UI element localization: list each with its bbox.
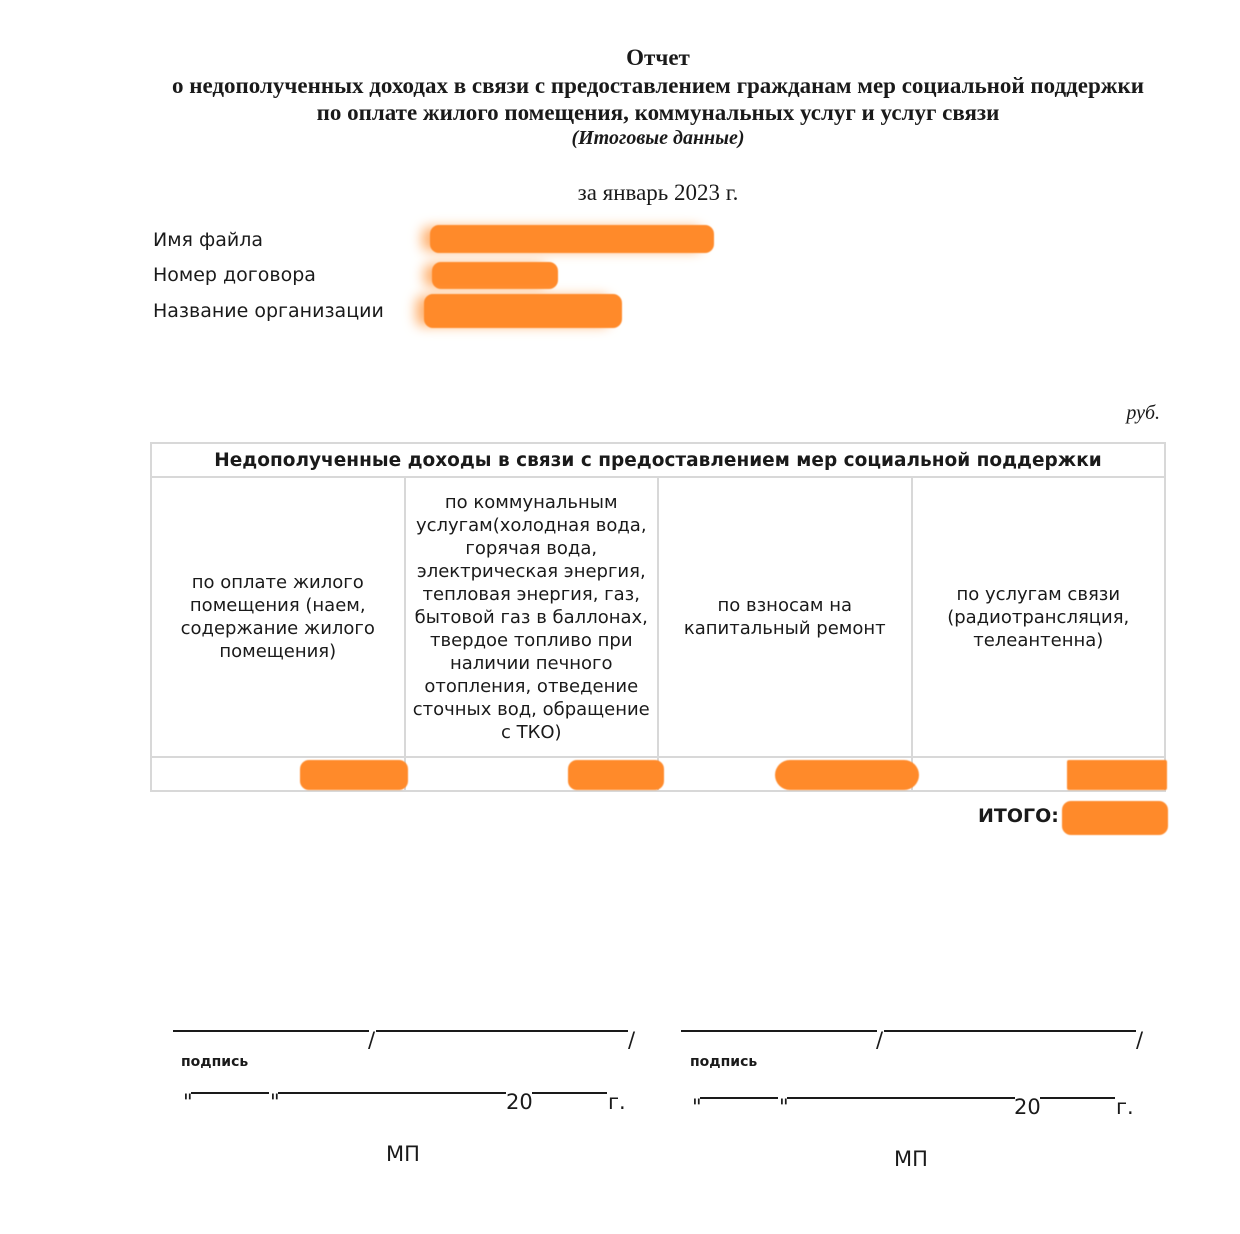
- day-line: [191, 1092, 269, 1094]
- day-line: [700, 1097, 778, 1099]
- report-table: [150, 442, 1166, 792]
- file-name-label: Имя файла: [153, 229, 264, 251]
- year-prefix: 20: [1014, 1095, 1041, 1119]
- value-capital-repair: [658, 757, 912, 791]
- value-utilities-redaction: [568, 760, 664, 790]
- report-title-line1: о недополученных доходах в связи с предоставлением гражданам мер социальной поддержки: [172, 73, 1144, 98]
- value-capital-repair-redaction: [775, 760, 919, 790]
- org-redaction: [424, 294, 622, 328]
- stamp-label: МП: [894, 1147, 928, 1171]
- signature-caption: подпись: [690, 1054, 758, 1070]
- column-capital-repair: по взносам на капитальный ремонт: [658, 477, 912, 757]
- value-communication-redaction: [1067, 760, 1167, 790]
- signature-caption: подпись: [181, 1054, 249, 1070]
- year-line: [1040, 1097, 1115, 1099]
- year-prefix: 20: [506, 1090, 533, 1114]
- signature-slash-end: /: [1136, 1028, 1144, 1052]
- quote-close: ": [270, 1090, 280, 1114]
- contract-redaction: [432, 262, 558, 289]
- column-communication: по услугам связи (радиотрансляция, телеантенна): [912, 477, 1166, 757]
- contract-label: Номер договора: [153, 264, 316, 286]
- value-housing-redaction: [300, 760, 408, 790]
- signature-slash-end: /: [628, 1028, 636, 1052]
- year-suffix: г.: [608, 1090, 626, 1114]
- report-period: за январь 2023 г.: [577, 180, 739, 205]
- value-utilities: [405, 757, 659, 791]
- file-name-redaction: [430, 225, 714, 253]
- report-title: Отчет: [626, 45, 690, 70]
- name-line: [376, 1030, 628, 1032]
- name-line: [884, 1030, 1136, 1032]
- signature-slash: /: [876, 1028, 884, 1052]
- quote-open: ": [183, 1090, 193, 1114]
- quote-close: ": [779, 1095, 789, 1119]
- month-line: [278, 1092, 506, 1094]
- total-redaction: [1062, 801, 1168, 835]
- report-subtitle: (Итоговые данные): [571, 127, 745, 149]
- org-label: Название организации: [153, 300, 384, 322]
- year-suffix: г.: [1116, 1095, 1134, 1119]
- stamp-label: МП: [386, 1142, 420, 1166]
- year-line: [532, 1092, 607, 1094]
- signature-line: [173, 1030, 369, 1032]
- value-communication: [912, 757, 1166, 791]
- total-label: ИТОГО:: [978, 805, 1059, 827]
- value-housing: [151, 757, 405, 791]
- table-header: Недополученные доходы в связи с предоставлением мер социальной поддержки: [151, 443, 1165, 477]
- signature-slash: /: [368, 1028, 376, 1052]
- signature-line: [681, 1030, 877, 1032]
- currency-unit: руб.: [1126, 402, 1160, 424]
- month-line: [787, 1097, 1015, 1099]
- report-title-line2: по оплате жилого помещения, коммунальных услуг и услуг связи: [316, 100, 1000, 125]
- quote-open: ": [692, 1095, 702, 1119]
- column-utilities: по коммунальным услугам(холодная вода, горячая вода, электрическая энергия, тепловая энергия, газ, бытовой газ в баллонах, твердое топливо при наличии печного отопления, отведение сточных вод, обращение с ТКО): [405, 477, 659, 757]
- column-housing: по оплате жилого помещения (наем, содержание жилого помещения): [151, 477, 405, 757]
